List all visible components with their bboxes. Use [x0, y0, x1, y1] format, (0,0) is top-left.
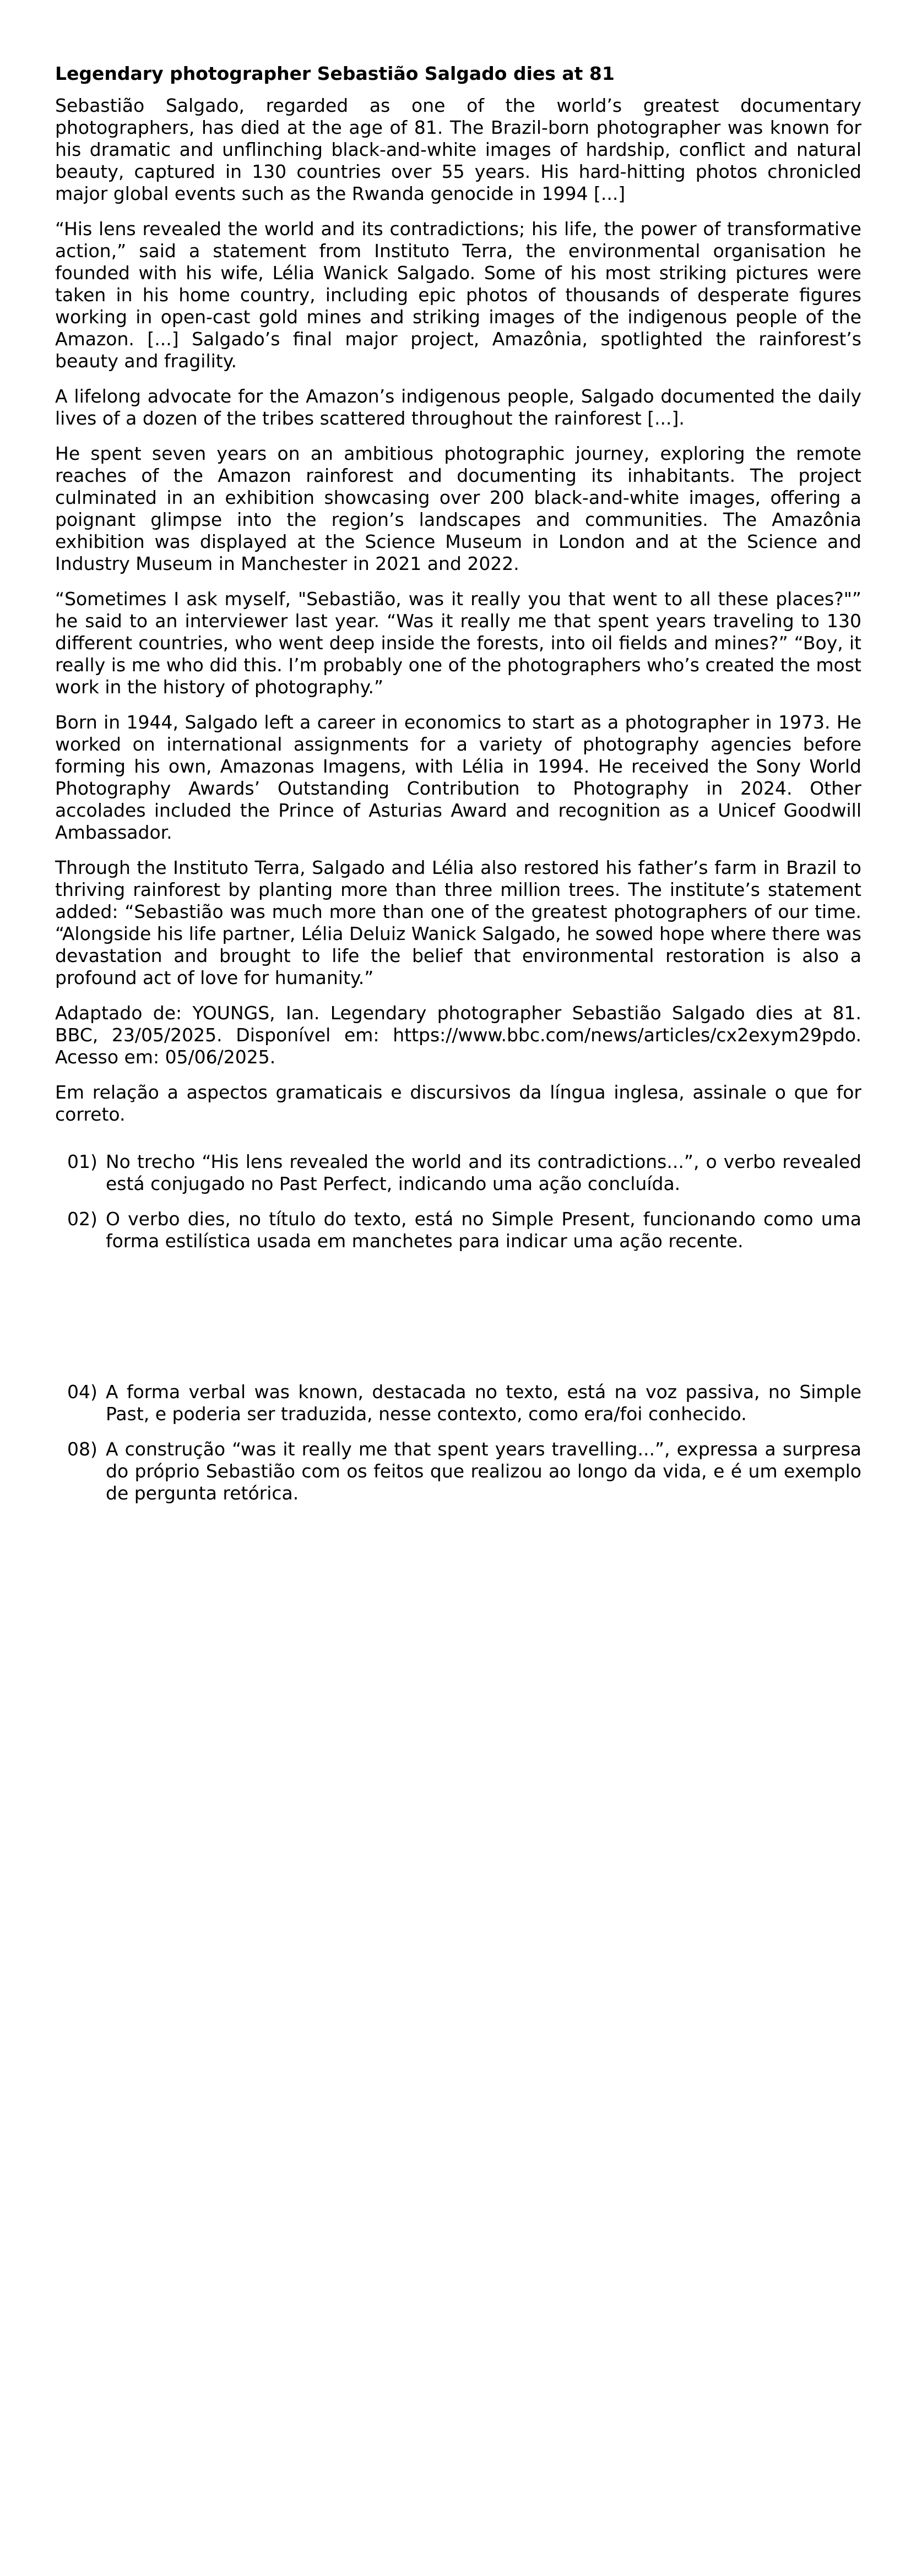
article-title: Legendary photographer Sebastião Salgado dies at 81 [55, 63, 615, 84]
article-paragraph-4: He spent seven years on an ambitious photographic journey, exploring the remote reaches of the Amazon rainforest and documenting its inhabitants. The project culminated in an exhibition showcasing over 200 black-and-white images, offering a poignant glimpse into the region’s landscapes and communities. The Amazônia exhibition was displayed at the Science Museum in London and at the Science and Industry Museum in Manchester in 2021 and 2022. [55, 443, 861, 574]
article-paragraph-6: Born in 1944, Salgado left a career in economics to start as a photographer in 1973. He worked on international assignments for a variety of photography agencies before forming his own, Amazonas Imagens, with Lélia in 1994. He received the Sony World Photography Awards’ Outstanding Contribution to Photography in 2024. Other accolades included the Prince of Asturias Award and recognition as a Unicef Goodwill Ambassador. [55, 711, 861, 843]
question-prompt: Em relação a aspectos gramaticais e discursivos da língua inglesa, assinale o que for correto. [55, 1082, 861, 1125]
option-01 [55, 1151, 861, 1195]
option-number: 01) [67, 1151, 97, 1172]
option-text: A forma verbal was known, destacada no texto, está na voz passiva, no Simple Past, e poderia ser traduzida, nesse contexto, como era/foi conhecido. [106, 1381, 861, 1425]
option-number: 02) [67, 1208, 97, 1230]
option-04 [55, 1381, 861, 1425]
option-02 [55, 1208, 861, 1252]
article-source-citation: Adaptado de: YOUNGS, Ian. Legendary photographer Sebastião Salgado dies at 81. BBC, 23/05/2025. Disponível em: https://www.bbc.com/news/articles/cx2exym29pdo. Acesso em: 05/06/2025. [55, 1002, 861, 1068]
document-page [55, 63, 861, 1518]
option-text: O verbo dies, no título do texto, está no Simple Present, funcionando como uma forma estilística usada em manchetes para indicar uma ação recente. [106, 1208, 861, 1252]
option-08 [55, 1438, 861, 1504]
option-text: No trecho “His lens revealed the world and its contradictions...”, o verbo revealed está conjugado no Past Perfect, indicando uma ação concluída. [106, 1151, 861, 1194]
blank-space [55, 1265, 861, 1381]
answer-options [55, 1151, 861, 1504]
option-number: 08) [67, 1438, 97, 1460]
article-paragraph-2: “His lens revealed the world and its contradictions; his life, the power of transformative action,” said a statement from Instituto Terra, the environmental organisation he founded with his wife, Lélia Wanick Salgado. Some of his most striking pictures were taken in his home country, including epic photos of thousands of desperate figures working in open-cast gold mines and striking images of the indigenous people of the Amazon. [...] Salgado’s final major project, Amazônia, spotlighted the rainforest’s beauty and fragility. [55, 218, 861, 372]
article-paragraph-3: A lifelong advocate for the Amazon’s indigenous people, Salgado documented the daily lives of a dozen of the tribes scattered throughout the rainforest [...]. [55, 385, 861, 429]
option-number: 04) [67, 1381, 97, 1403]
article-paragraph-7: Through the Instituto Terra, Salgado and Lélia also restored his father’s farm in Brazil to thriving rainforest by planting more than three million trees. The institute’s statement added: “Sebastião was much more than one of the greatest photographers of our time. “Alongside his life partner, Lélia Deluiz Wanick Salgado, he sowed hope where there was devastation and brought to life the belief that environmental restoration is also a profound act of love for humanity.” [55, 857, 861, 988]
article-paragraph-5: “Sometimes I ask myself, "Sebastião, was it really you that went to all these places?"” he said to an interviewer last year. “Was it really me that spent years traveling to 130 different countries, who went deep inside the forests, into oil fields and mines?” “Boy, it really is me who did this. I’m probably one of the photographers who’s created the most work in the history of photography.” [55, 588, 861, 698]
option-text: A construção “was it really me that spent years travelling...”, expressa a surpresa do próprio Sebastião com os feitos que realizou ao longo da vida, e é um exemplo de pergunta retórica. [106, 1438, 861, 1504]
article-paragraph-1: Sebastião Salgado, regarded as one of the world’s greatest documentary photographers, has died at the age of 81. The Brazil-born photographer was known for his dramatic and unflinching black-and-white images of hardship, conflict and natural beauty, captured in 130 countries over 55 years. His hard-hitting photos chronicled major global events such as the Rwanda genocide in 1994 [...] [55, 95, 861, 204]
